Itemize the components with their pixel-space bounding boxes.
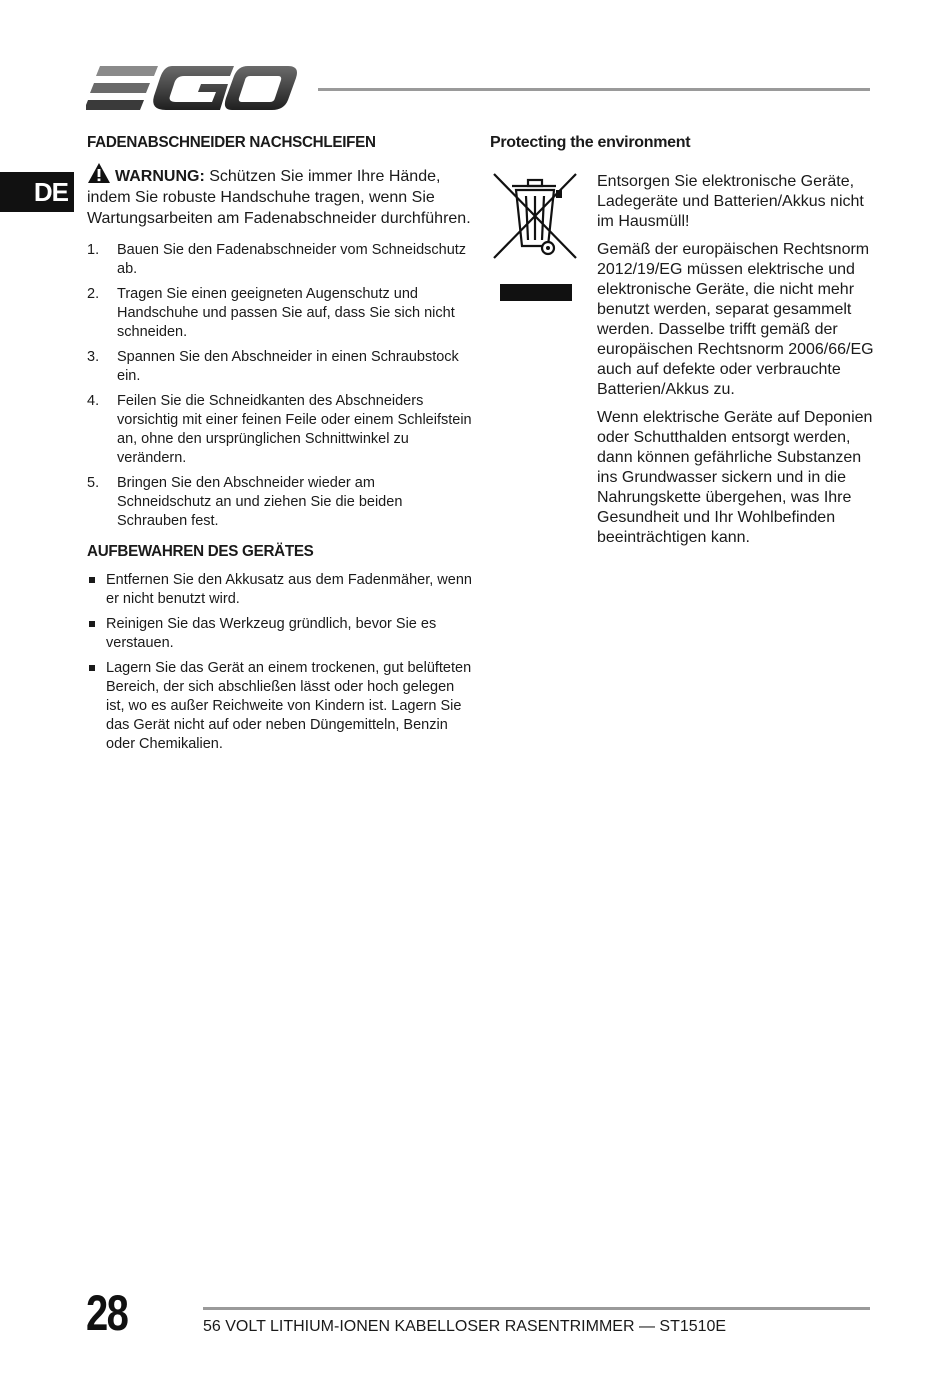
warning-triangle-icon bbox=[87, 162, 111, 184]
section-title-trimmer-sharpening: FADENABSCHNEIDER NACHSCHLEIFEN bbox=[87, 134, 376, 151]
list-item bbox=[87, 392, 472, 468]
step-number: 2. bbox=[87, 286, 100, 302]
bullet-text: Entfernen Sie den Akkusatz aus dem Fadenmäher, wenn er nicht benutzt wird. bbox=[106, 572, 472, 607]
warning-block bbox=[87, 162, 472, 229]
weee-black-bar bbox=[500, 284, 572, 301]
step-number: 1. bbox=[87, 242, 100, 258]
section-title-storage: AUFBEWAHREN DES GERÄTES bbox=[87, 543, 314, 560]
page-number: 28 bbox=[86, 1285, 128, 1341]
bullet-text: Reinigen Sie das Werkzeug gründlich, bevor Sie es verstauen. bbox=[106, 616, 437, 651]
list-item bbox=[87, 659, 472, 754]
step-number: 5. bbox=[87, 475, 100, 491]
environment-paragraph: Gemäß der europäischen Rechtsnorm 2012/19/EG müssen elektrische und elektronische Geräte, die nicht mehr benutzt werden, separat gesammelt werden. Dasselbe trifft gemäß der europäischen Rechtsnorm 2006/66/EG auch auf defekte oder verbrauchte Batterien/Akkus zu. bbox=[597, 241, 874, 398]
list-item bbox=[87, 474, 472, 531]
square-bullet-icon bbox=[89, 621, 95, 627]
warning-text: Schützen Sie immer Ihre Hände, indem Sie robuste Handschuhe tragen, wenn Sie Wartungsarbeiten am Fadenabschneider durchführen. bbox=[87, 168, 471, 227]
square-bullet-icon bbox=[89, 577, 95, 583]
step-text: Bringen Sie den Abschneider wieder am Schneidschutz an und ziehen Sie die beiden Schrauben fest. bbox=[117, 475, 403, 529]
list-item bbox=[87, 615, 472, 653]
left-column bbox=[87, 134, 472, 760]
environment-paragraph: Wenn elektrische Geräte auf Deponien oder Schutthalden entsorgt werden, dann können gefährliche Substanzen ins Grundwasser sickern und in die Nahrungskette übergehen, was Ihre Gesundheit und Ihr Wohlbefinden beeinträchtigen kann. bbox=[597, 409, 873, 546]
footer-rule bbox=[203, 1307, 870, 1310]
list-item bbox=[87, 571, 472, 609]
crossed-out-wheelie-bin-icon bbox=[490, 172, 580, 262]
step-text: Tragen Sie einen geeigneten Augenschutz und Handschuhe und passen Sie auf, dass Sie sich nicht schneiden. bbox=[117, 286, 455, 340]
footer-title: 56 VOLT LITHIUM-IONEN KABELLOSER RASENTRIMMER — ST1510E bbox=[203, 1318, 727, 1335]
language-tab: DE bbox=[0, 172, 74, 212]
step-text: Spannen Sie den Abschneider in einen Schraubstock ein. bbox=[117, 349, 459, 384]
step-number: 3. bbox=[87, 349, 100, 365]
environment-paragraph: Entsorgen Sie elektronische Geräte, Ladegeräte und Batterien/Akkus nicht im Hausmüll! bbox=[597, 173, 864, 230]
square-bullet-icon bbox=[89, 665, 95, 671]
warning-label: WARNUNG: bbox=[115, 168, 205, 185]
step-text: Bauen Sie den Fadenabschneider vom Schneidschutz ab. bbox=[117, 242, 467, 277]
environment-text bbox=[597, 172, 875, 548]
list-item bbox=[87, 285, 472, 342]
sharpening-steps bbox=[87, 241, 472, 531]
bullet-text: Lagern Sie das Gerät an einem trockenen, gut belüfteten Bereich, der sich abschließen lässt oder hoch gelegen ist, wo es außer Reichweite von Kindern ist. Lagern Sie das Gerät nicht auf oder neben Düngemitteln, Benzin oder Chemikalien. bbox=[106, 660, 472, 752]
list-item bbox=[87, 241, 472, 279]
storage-bullets bbox=[87, 571, 472, 754]
right-column bbox=[490, 134, 875, 556]
step-text: Feilen Sie die Schneidkanten des Abschneiders vorsichtig mit einer feinen Feile oder einem Schleifstein an, ohne den ursprünglichen Schnittwinkel zu verändern. bbox=[117, 393, 472, 466]
step-number: 4. bbox=[87, 393, 100, 409]
header-rule bbox=[318, 88, 870, 91]
ego-logo bbox=[86, 64, 298, 114]
list-item bbox=[87, 348, 472, 386]
section-title-environment: Protecting the environment bbox=[490, 134, 691, 151]
